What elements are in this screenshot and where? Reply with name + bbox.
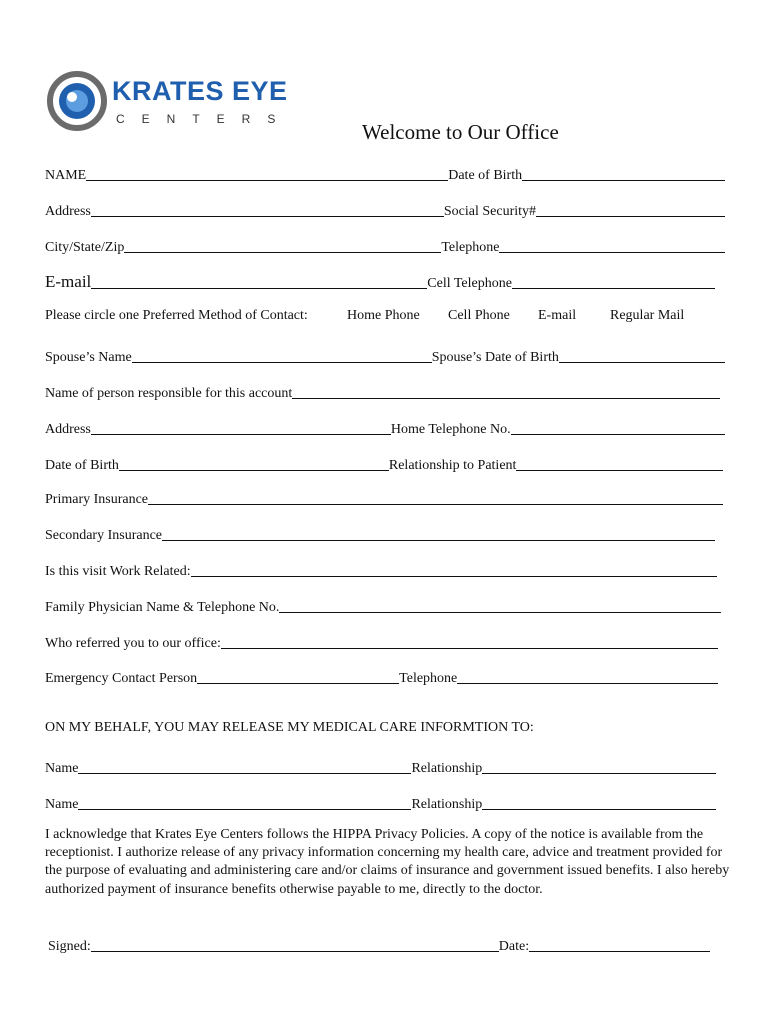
family-physician-field[interactable] <box>279 596 721 613</box>
release-relationship-field-2[interactable] <box>482 793 716 810</box>
name-field[interactable] <box>86 164 448 181</box>
family-physician-label: Family Physician Name & Telephone No. <box>45 600 280 615</box>
address-field[interactable] <box>91 200 444 217</box>
emergency-tel-field[interactable] <box>457 667 718 684</box>
emergency-field[interactable] <box>197 667 399 684</box>
spouse-name-label: Spouse’s Name <box>45 350 132 365</box>
release-name-label-1: Name <box>45 761 79 776</box>
spouse-dob-label: Spouse’s Date of Birth <box>431 350 559 365</box>
secondary-insurance-row <box>45 522 715 544</box>
family-physician-row <box>45 594 721 616</box>
spouse-row <box>45 344 725 366</box>
contact-option-home[interactable]: Home Phone <box>347 308 420 323</box>
primary-insurance-field[interactable] <box>148 488 723 505</box>
referred-label: Who referred you to our office: <box>45 636 221 651</box>
spouse-name-field[interactable] <box>132 346 432 363</box>
contact-option-cell[interactable]: Cell Phone <box>448 308 510 323</box>
release-relationship-label-2: Relationship <box>411 797 483 812</box>
contact-option-email[interactable]: E-mail <box>538 308 577 323</box>
telephone-field[interactable] <box>499 236 725 253</box>
company-logo <box>46 70 296 132</box>
emergency-tel-label: Telephone <box>399 671 458 686</box>
responsible-label: Name of person responsible for this account <box>45 386 293 401</box>
dob-label: Date of Birth <box>448 168 523 183</box>
secondary-insurance-field[interactable] <box>162 524 715 541</box>
acknowledgement-text: I acknowledge that Krates Eye Centers follows the HIPPA Privacy Policies. A copy of the notice is available from the receptionist. I authorize release of any privacy information concerning my health care, advice and treatment provided for the purpose of evaluating and administering care and/or claims of insurance and government issued benefits. I also hereby authorized payment of insurance benefits otherwise payable to me, directly to the doctor. <box>45 827 730 897</box>
eye-logo-icon <box>46 70 108 132</box>
address2-field[interactable] <box>91 418 391 435</box>
cell-label: Cell Telephone <box>427 276 512 291</box>
address-label: Address <box>45 204 91 219</box>
secondary-insurance-label: Secondary Insurance <box>45 528 163 543</box>
name-label: NAME <box>45 168 87 183</box>
release-heading: ON MY BEHALF, YOU MAY RELEASE MY MEDICAL CARE INFORMTION TO: <box>45 720 534 735</box>
responsible-row <box>45 380 720 402</box>
release-relationship-label-1: Relationship <box>411 761 483 776</box>
emergency-label: Emergency Contact Person <box>45 671 198 686</box>
home-tel-field[interactable] <box>511 418 725 435</box>
address-row <box>45 198 725 220</box>
address2-label: Address <box>45 422 91 437</box>
dob2-label: Date of Birth <box>45 458 119 473</box>
work-related-field[interactable] <box>191 560 717 577</box>
release-relationship-field-1[interactable] <box>482 757 716 774</box>
work-related-label: Is this visit Work Related: <box>45 564 191 579</box>
name-row <box>45 162 725 184</box>
signed-label: Signed: <box>48 939 91 954</box>
address2-row <box>45 416 725 438</box>
city-field[interactable] <box>124 236 441 253</box>
ssn-label: Social Security# <box>443 204 537 219</box>
email-row <box>45 270 715 292</box>
relationship-patient-label: Relationship to Patient <box>388 458 517 473</box>
city-row <box>45 234 725 256</box>
cell-field[interactable] <box>512 272 715 289</box>
date-label: Date: <box>498 939 530 954</box>
release-name-field-2[interactable] <box>78 793 411 810</box>
page-title: Welcome to Our Office <box>362 120 559 144</box>
work-related-row <box>45 558 717 580</box>
relationship-patient-field[interactable] <box>516 454 723 471</box>
primary-insurance-row <box>45 486 723 508</box>
signature-row <box>48 933 710 955</box>
ssn-field[interactable] <box>536 200 725 217</box>
referred-field[interactable] <box>221 632 718 649</box>
dob2-field[interactable] <box>119 454 389 471</box>
spouse-dob-field[interactable] <box>559 346 725 363</box>
responsible-field[interactable] <box>292 382 720 399</box>
release-row-1 <box>45 755 716 777</box>
telephone-label: Telephone <box>441 240 500 255</box>
referred-row <box>45 630 718 652</box>
dob2-row <box>45 452 723 474</box>
preferred-contact-row <box>45 308 725 330</box>
signature-field[interactable] <box>91 935 499 952</box>
primary-insurance-label: Primary Insurance <box>45 492 149 507</box>
release-name-label-2: Name <box>45 797 79 812</box>
dob-field[interactable] <box>522 164 725 181</box>
contact-prompt: Please circle one Preferred Method of Contact: <box>45 308 308 323</box>
release-name-field-1[interactable] <box>78 757 411 774</box>
release-row-2 <box>45 791 716 813</box>
contact-option-mail[interactable]: Regular Mail <box>610 308 685 323</box>
logo-subtitle: CENTERS <box>116 112 293 126</box>
logo-wordmark: KRATES EYE <box>112 76 288 106</box>
date-field[interactable] <box>529 935 710 952</box>
email-field[interactable] <box>91 272 427 289</box>
city-label: City/State/Zip <box>45 240 125 255</box>
home-tel-label: Home Telephone No. <box>390 422 511 437</box>
emergency-row <box>45 665 718 687</box>
email-label: E-mail <box>45 272 92 291</box>
